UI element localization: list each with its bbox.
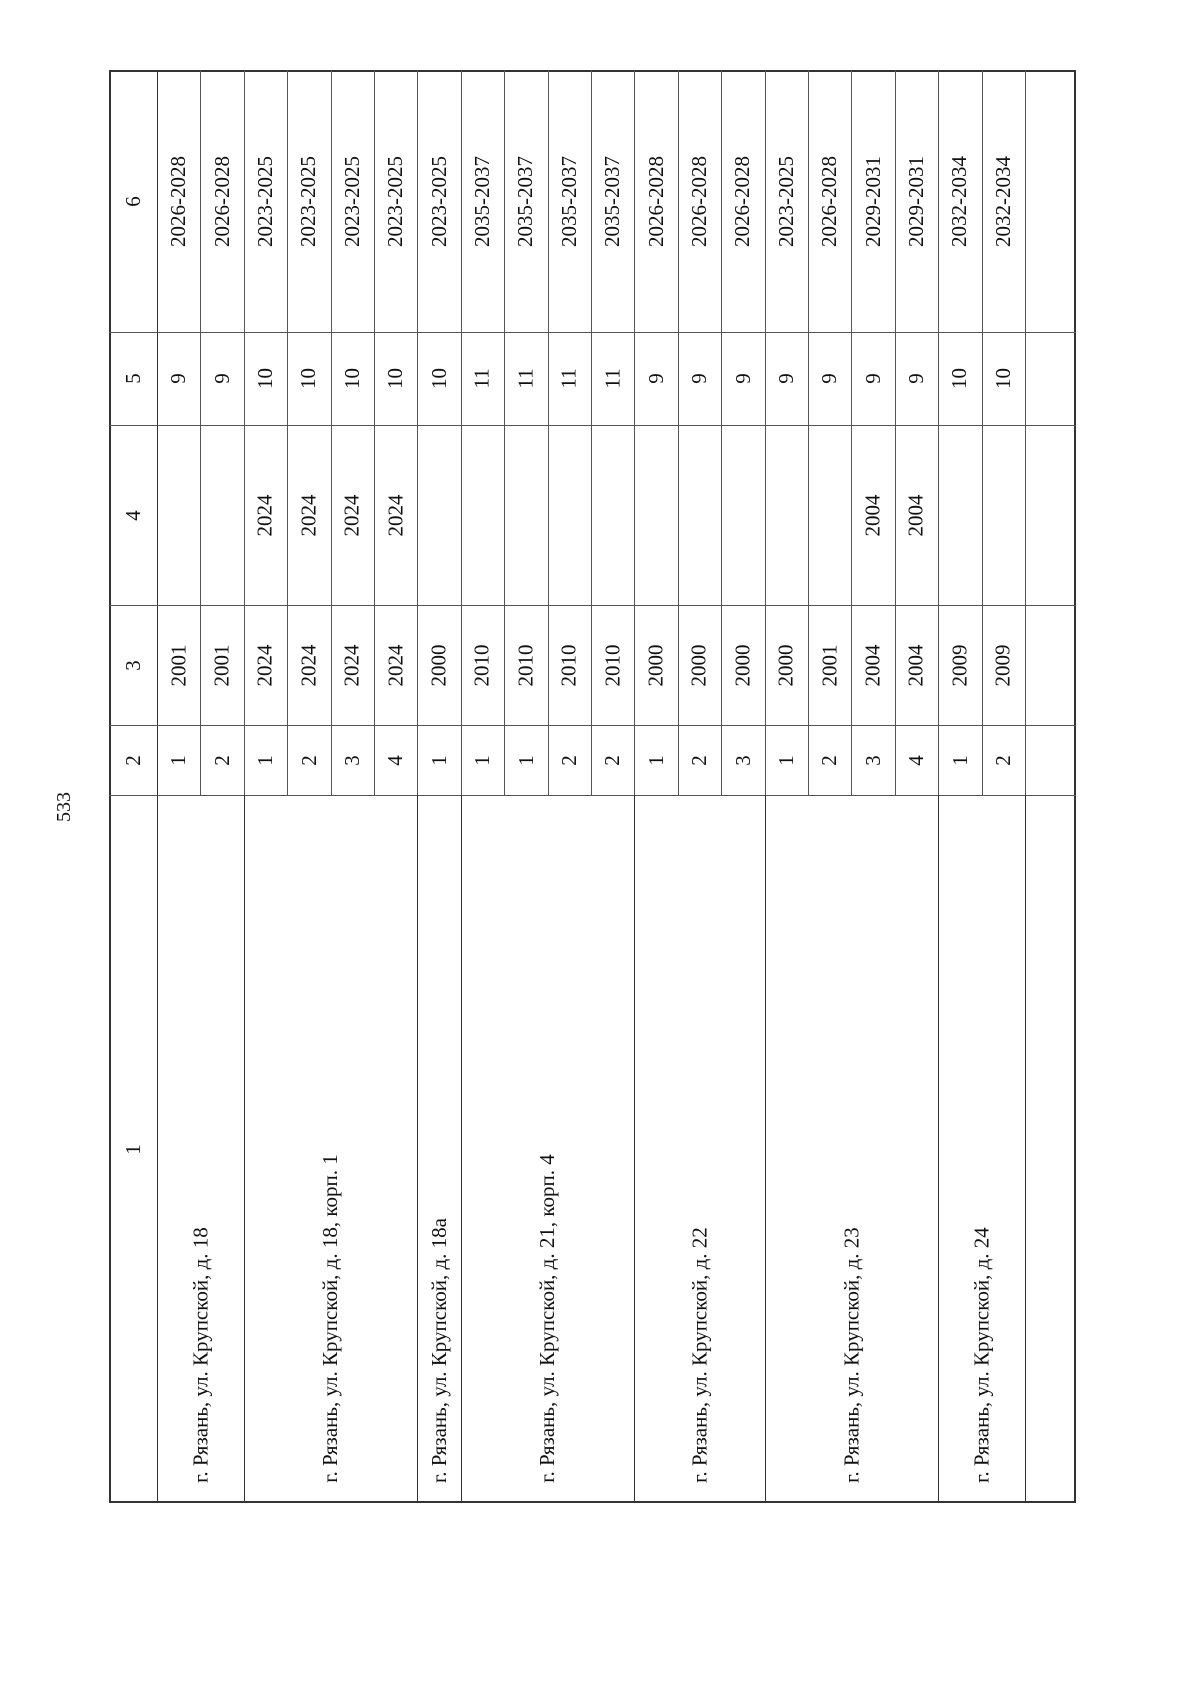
row-5-2-c5-text: 9: [860, 373, 885, 384]
row-1-0-c6-text: 2023-2025: [253, 155, 277, 247]
group-separator: [1025, 795, 1026, 1503]
row-3-1-c5-text: 11: [513, 368, 538, 389]
row-1-3-c5-text: 10: [383, 368, 408, 389]
row-3-1-c2: [504, 725, 547, 795]
row-3-2-c5-text: 11: [556, 368, 581, 389]
row-5-3-c6: [895, 70, 938, 332]
header-cell-3-text: 3: [120, 659, 145, 671]
row-5-2-c4: [851, 425, 894, 605]
row-0-1-c5-text: 9: [209, 373, 234, 384]
row-3-0-c2-text: 1: [469, 754, 494, 766]
row-5-2-c5: [851, 332, 894, 425]
row-0-0-c5: [157, 332, 200, 425]
row-5-3-c6-text: 2029-2031: [904, 155, 928, 247]
row-4-0-c4: [634, 425, 677, 605]
row-1-1-c4-text: 2024: [296, 494, 321, 536]
row-3-3-c4: [591, 425, 634, 605]
row-3-0-c5: [461, 332, 504, 425]
row-5-2-c6: [851, 70, 894, 332]
row-4-2-c6: [721, 70, 764, 332]
row-0-1-c3: [200, 605, 243, 725]
row-4-1-c6-text: 2026-2028: [687, 155, 711, 247]
row-3-3-c3-text: 2010: [600, 644, 625, 686]
row-6-1-c3: [982, 605, 1025, 725]
row-2-0-c4: [417, 425, 460, 605]
row-3-3-c6: [591, 70, 634, 332]
row-5-1-c5: [808, 332, 851, 425]
address-text: г. Рязань, ул. Крупской, д. 18, корп. 1: [318, 1154, 343, 1483]
row-0-1-c4: [200, 425, 243, 605]
row-6-0-c3-text: 2009: [947, 644, 972, 686]
row-6-0-c2: [938, 725, 981, 795]
row-4-0-c6: [634, 70, 677, 332]
row-6-1-c2-text: 2: [990, 754, 1015, 766]
row-1-1-c3-text: 2024: [296, 644, 321, 686]
header-cell-2: [109, 725, 157, 795]
row-6-0-c4: [938, 425, 981, 605]
address-text: г. Рязань, ул. Крупской, д. 18а: [426, 1218, 451, 1483]
row-0-0-c6-text: 2026-2028: [166, 155, 191, 247]
row-5-1-c3-text: 2001: [817, 644, 842, 686]
row-3-2-c2: [548, 725, 591, 795]
row-1-1-c5-text: 10: [296, 368, 321, 389]
row-4-2-c3: [721, 605, 764, 725]
row-4-1-c2-text: 2: [686, 754, 711, 766]
row-1-3-c3-text: 2024: [383, 644, 408, 686]
row-4-0-c5: [634, 332, 677, 425]
row-3-0-c2: [461, 725, 504, 795]
row-4-2-c3-text: 2000: [730, 644, 755, 686]
row-3-2-c3: [548, 605, 591, 725]
row-3-2-c3-text: 2010: [556, 644, 581, 686]
row-4-1-c4: [678, 425, 721, 605]
page-number: 533: [52, 792, 75, 822]
row-5-2-c2-text: 3: [860, 754, 885, 766]
row-3-2-c6: [548, 70, 591, 332]
row-1-2-c2-text: 3: [339, 754, 364, 766]
row-1-2-c2: [331, 725, 374, 795]
row-3-1-c3-text: 2010: [513, 644, 538, 686]
row-5-3-c5: [895, 332, 938, 425]
row-0-0-c2: [157, 725, 200, 795]
row-4-2-c2-text: 3: [730, 754, 755, 766]
row-3-0-c3: [461, 605, 504, 725]
address-cell: [244, 795, 418, 1503]
row-5-0-c5: [765, 332, 808, 425]
row-1-1-c3: [287, 605, 330, 725]
row-5-2-c4-text: 2004: [860, 494, 885, 536]
row-3-3-c6-text: 2035-2037: [600, 155, 625, 247]
row-5-3-c4-text: 2004: [903, 494, 928, 536]
row-4-2-c4: [721, 425, 764, 605]
address-cell: [765, 795, 939, 1503]
row-0-0-c4: [157, 425, 200, 605]
address-cell: [634, 795, 764, 1503]
row-0-1-c3-text: 2001: [209, 644, 234, 686]
header-cell-6: [109, 70, 157, 332]
row-0-0-c6: [157, 70, 200, 332]
header-cell-5-text: 5: [120, 373, 145, 384]
row-6-1-c5-text: 10: [990, 368, 1015, 389]
row-3-3-c3: [591, 605, 634, 725]
row-6-0-c6-text: 2032-2034: [947, 155, 972, 247]
address-text: г. Рязань, ул. Крупской, д. 23: [838, 1227, 863, 1483]
row-5-0-c3: [765, 605, 808, 725]
row-5-1-c2-text: 2: [817, 754, 842, 766]
row-2-0-c2-text: 1: [426, 754, 451, 766]
row-3-1-c4: [504, 425, 547, 605]
address-cell: [938, 795, 1025, 1503]
row-5-3-c3: [895, 605, 938, 725]
row-5-0-c5-text: 9: [773, 373, 798, 384]
row-6-1-c4: [982, 425, 1025, 605]
row-3-1-c5: [504, 332, 547, 425]
row-4-0-c3-text: 2000: [643, 644, 668, 686]
row-4-2-c5: [721, 332, 764, 425]
row-1-2-c5: [331, 332, 374, 425]
row-5-1-c6-text: 2026-2028: [817, 155, 842, 247]
row-3-2-c2-text: 2: [556, 754, 581, 766]
row-1-0-c4-text: 2024: [252, 494, 277, 536]
row-6-0-c3: [938, 605, 981, 725]
row-5-0-c3-text: 2000: [773, 644, 798, 686]
row-2-0-c3-text: 2000: [426, 644, 451, 686]
row-1-0-c6: [244, 70, 287, 332]
row-6-1-c6-text: 2032-2034: [990, 155, 1015, 247]
row-3-2-c6-text: 2035-2037: [556, 155, 581, 247]
row-5-3-c2: [895, 725, 938, 795]
row-1-2-c3-text: 2024: [339, 644, 364, 686]
row-1-3-c2-text: 4: [383, 754, 408, 766]
row-2-0-c3: [417, 605, 460, 725]
row-2-0-c5-text: 10: [426, 368, 451, 389]
row-1-2-c6-text: 2023-2025: [339, 155, 364, 247]
row-1-2-c4-text: 2024: [339, 494, 364, 536]
row-1-1-c6-text: 2023-2025: [296, 155, 321, 247]
row-3-0-c5-text: 11: [469, 368, 494, 389]
row-5-2-c3-text: 2004: [860, 644, 885, 686]
row-3-3-c2-text: 2: [600, 754, 625, 766]
row-4-1-c2: [678, 725, 721, 795]
row-1-3-c4-text: 2024: [383, 494, 408, 536]
header-cell-4-text: 4: [120, 509, 145, 521]
row-6-1-c5: [982, 332, 1025, 425]
row-5-0-c2-text: 1: [773, 754, 798, 766]
row-5-3-c2-text: 4: [903, 754, 928, 766]
row-3-3-c2: [591, 725, 634, 795]
row-0-1-c2: [200, 725, 243, 795]
row-1-2-c3: [331, 605, 374, 725]
address-text: г. Рязань, ул. Крупской, д. 22: [686, 1227, 711, 1483]
row-5-0-c2: [765, 725, 808, 795]
header-cell-4: [109, 425, 157, 605]
row-5-2-c3: [851, 605, 894, 725]
row-0-0-c3-text: 2001: [166, 644, 191, 686]
data-table: [109, 70, 1076, 1503]
address-cell: [417, 795, 460, 1503]
row-6-0-c5: [938, 332, 981, 425]
row-5-1-c2: [808, 725, 851, 795]
header-cell-1-text: 1: [120, 1143, 145, 1155]
row-0-0-c2-text: 1: [166, 754, 191, 766]
row-6-0-c2-text: 1: [947, 754, 972, 766]
row-4-1-c5-text: 9: [686, 373, 711, 384]
row-separator: [1025, 70, 1026, 795]
row-4-0-c3: [634, 605, 677, 725]
row-4-0-c5-text: 9: [643, 373, 668, 384]
row-5-3-c3-text: 2004: [903, 644, 928, 686]
address-text: г. Рязань, ул. Крупской, д. 21, корп. 4: [535, 1154, 560, 1483]
row-3-1-c2-text: 1: [513, 754, 538, 766]
row-3-0-c6-text: 2035-2037: [470, 155, 494, 247]
row-1-2-c4: [331, 425, 374, 605]
row-6-1-c2: [982, 725, 1025, 795]
address-text: г. Рязань, ул. Крупской, д. 18: [187, 1227, 212, 1483]
row-6-0-c5-text: 10: [947, 368, 972, 389]
row-1-3-c6: [374, 70, 417, 332]
row-3-2-c5: [548, 332, 591, 425]
row-5-0-c6-text: 2023-2025: [773, 155, 798, 247]
row-5-1-c3: [808, 605, 851, 725]
row-1-3-c6-text: 2023-2025: [383, 155, 408, 247]
row-6-0-c6: [938, 70, 981, 332]
row-5-2-c2: [851, 725, 894, 795]
row-2-0-c2: [417, 725, 460, 795]
row-1-0-c2-text: 1: [252, 754, 277, 766]
row-1-0-c2: [244, 725, 287, 795]
row-3-0-c4: [461, 425, 504, 605]
row-5-1-c5-text: 9: [817, 373, 842, 384]
row-5-1-c4: [808, 425, 851, 605]
row-1-1-c2-text: 2: [296, 754, 321, 766]
address-cell: [157, 795, 244, 1503]
row-5-2-c6-text: 2029-2031: [860, 155, 885, 247]
header-cell-3: [109, 605, 157, 725]
row-5-0-c4: [765, 425, 808, 605]
header-cell-2-text: 2: [120, 754, 145, 766]
row-1-1-c5: [287, 332, 330, 425]
row-2-0-c6: [417, 70, 460, 332]
row-0-1-c5: [200, 332, 243, 425]
row-0-1-c6: [200, 70, 243, 332]
row-2-0-c6-text: 2023-2025: [426, 155, 451, 247]
row-1-2-c6: [331, 70, 374, 332]
row-3-1-c6: [504, 70, 547, 332]
row-4-1-c5: [678, 332, 721, 425]
header-cell-6-text: 6: [120, 195, 145, 207]
row-1-2-c5-text: 10: [339, 368, 364, 389]
row-5-0-c6: [765, 70, 808, 332]
row-4-0-c2: [634, 725, 677, 795]
row-0-1-c6-text: 2026-2028: [209, 155, 234, 247]
row-0-0-c5-text: 9: [166, 373, 191, 384]
row-5-3-c4: [895, 425, 938, 605]
row-5-3-c5-text: 9: [903, 373, 928, 384]
row-1-0-c5-text: 10: [252, 368, 277, 389]
row-1-1-c4: [287, 425, 330, 605]
row-4-1-c6: [678, 70, 721, 332]
row-4-0-c6-text: 2026-2028: [643, 155, 668, 247]
address-cell: [461, 795, 635, 1503]
row-1-3-c2: [374, 725, 417, 795]
row-1-3-c3: [374, 605, 417, 725]
row-3-1-c3: [504, 605, 547, 725]
row-3-3-c5-text: 11: [600, 368, 625, 389]
row-3-0-c6: [461, 70, 504, 332]
row-6-1-c6: [982, 70, 1025, 332]
row-0-1-c2-text: 2: [209, 754, 234, 766]
row-3-0-c3-text: 2010: [469, 644, 494, 686]
row-1-0-c3: [244, 605, 287, 725]
row-1-1-c6: [287, 70, 330, 332]
row-3-1-c6-text: 2035-2037: [513, 155, 538, 247]
header-cell-5: [109, 332, 157, 425]
row-4-0-c2-text: 1: [643, 754, 668, 766]
address-text: г. Рязань, ул. Крупской, д. 24: [969, 1227, 994, 1483]
row-4-2-c5-text: 9: [730, 373, 755, 384]
header-cell-1: [109, 795, 157, 1503]
row-4-2-c6-text: 2026-2028: [730, 155, 755, 247]
row-0-0-c3: [157, 605, 200, 725]
row-3-2-c4: [548, 425, 591, 605]
row-6-1-c3-text: 2009: [990, 644, 1015, 686]
row-2-0-c5: [417, 332, 460, 425]
row-1-3-c4: [374, 425, 417, 605]
row-5-1-c6: [808, 70, 851, 332]
row-4-1-c3-text: 2000: [686, 644, 711, 686]
row-1-1-c2: [287, 725, 330, 795]
row-1-0-c4: [244, 425, 287, 605]
row-1-0-c3-text: 2024: [252, 644, 277, 686]
row-4-1-c3: [678, 605, 721, 725]
row-4-2-c2: [721, 725, 764, 795]
row-1-3-c5: [374, 332, 417, 425]
row-3-3-c5: [591, 332, 634, 425]
row-1-0-c5: [244, 332, 287, 425]
